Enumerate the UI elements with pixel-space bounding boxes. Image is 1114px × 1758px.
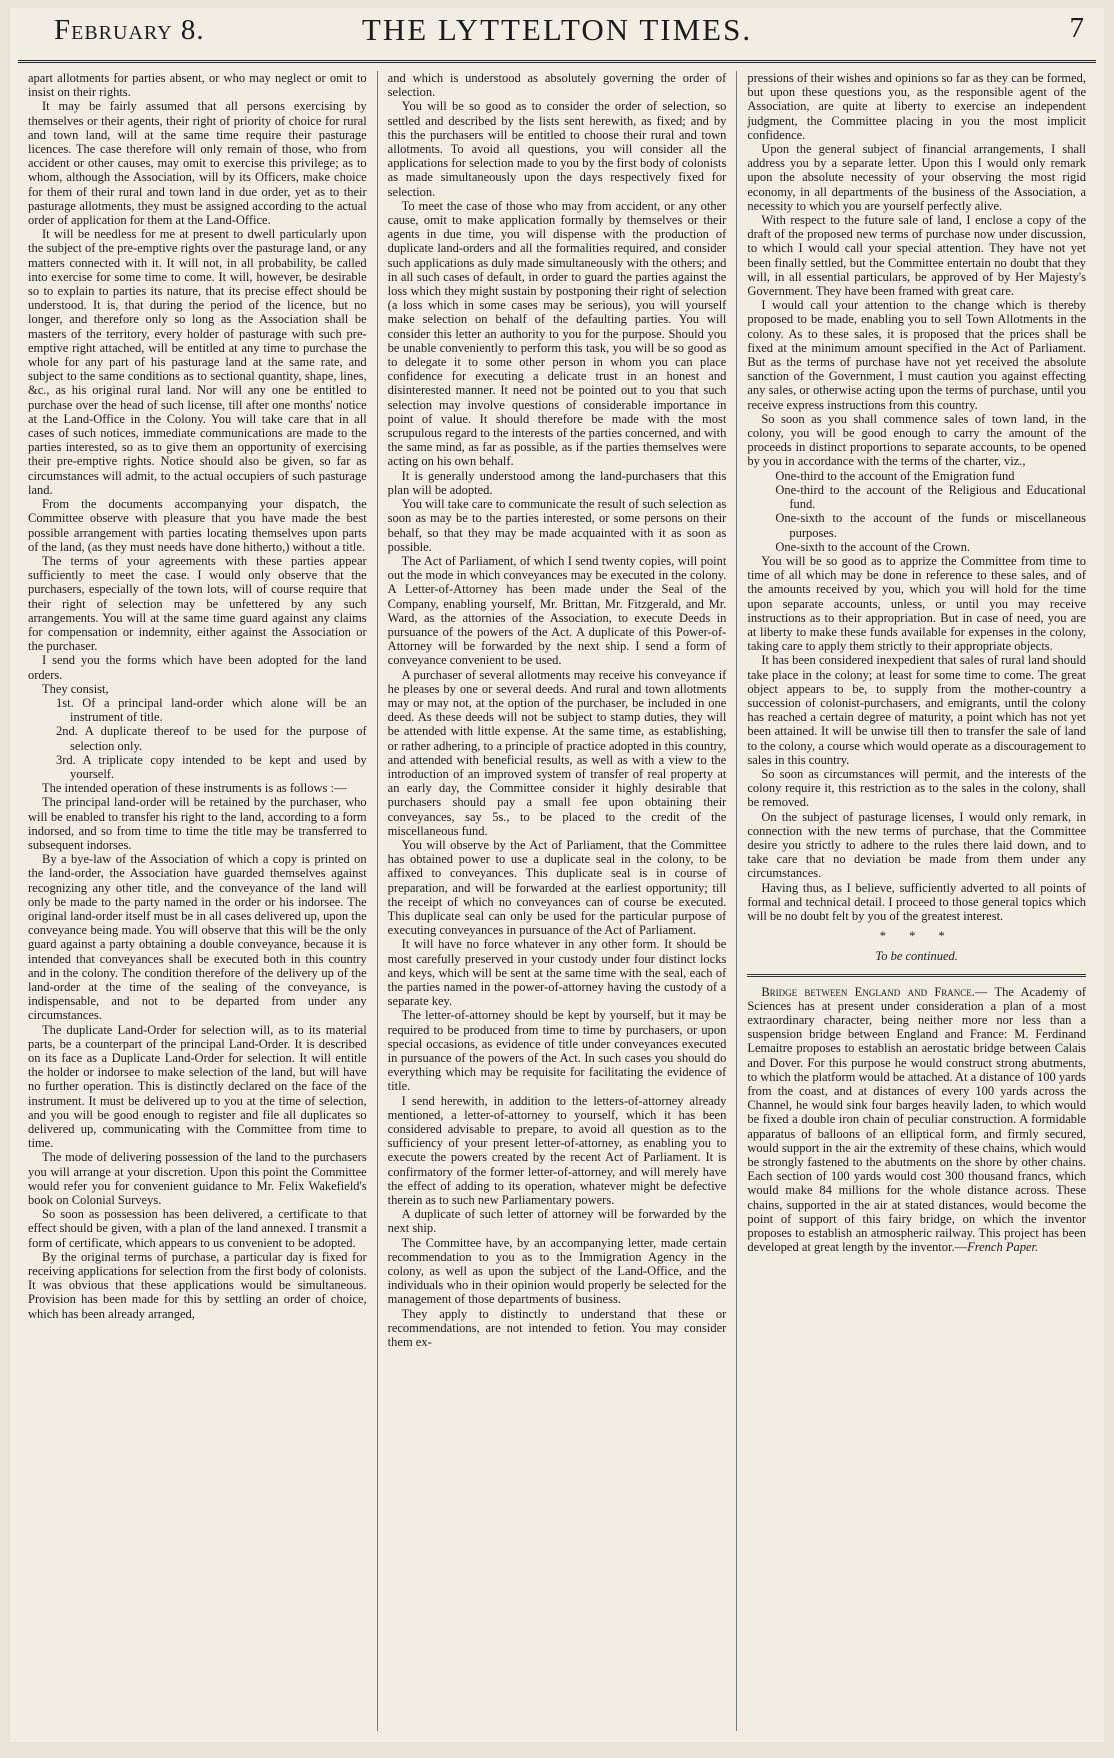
col1-paragraph: It may be fairly assumed that all persons exercising by themselves or their agents, their right of priority of choice for rural and town land, will at the same time require their pasturage licences. The case therefore will only remain of those, who from accident or other causes, may omit to exercise this privilege; as to whom, although the Association, will by its Officers, make choice for them of their rural and town land in due order, yet as to their pasturage allotments, they must be assigned according to the actual order of application for them at the Land-Office.	[28, 99, 367, 228]
column-2	[377, 71, 737, 1731]
col2-paragraph: The Committee have, by an accompanying letter, made certain recommendation to you as to the Immigration Agency in the colony, as well as upon the subject of the Land-Office, and the individuals who in their opinion would properly be selected for the management of those departments of business.	[387, 1235, 727, 1307]
col1-paragraph: By a bye-law of the Association of which a copy is printed on the land-order, the Association have guarded themselves against recognizing any other title, and the conveyance of the land will only be made to the party named in the order or his indorsee. The original land-order itself must be in all cases delivered up, upon the conveyance being made. You will observe that this will be the only guard against a party obtaining a double conveyance, because it is intended that conveyances shall be executed both in this country and in the colony. The condition therefore of the delivery up of the land-order at the time of the sealing of the conveyance, is indispensable, and not to be departed from under any circumstances.	[28, 852, 367, 1023]
bridge-heading: Bridge between England and France.—	[761, 984, 988, 999]
col3-paragraph: So soon as you shall commence sales of town land, in the colony, you will be good enough to carry the amount of the proceeds in distinct proportions to separate accounts, to be opened by you in accordance with the terms of the charter, viz.,	[747, 411, 1087, 469]
col2-paragraph: A purchaser of several allotments may receive his conveyance if he pleases by one or several deeds. And rural and town allotments may or may not, at the option of the purchaser, be included in one deed. As these deeds will not be subject to stamp duties, they will be attended with little expense. At the same time, as establishing, or rather adhering, to a principle of practice adopted in this country, and attended with beneficial results, as well as with a view to the introduction of an improved system of transfer of real property at an early day, the Committee consider it highly desirable that purchasers should pay a small fee upon obtaining their conveyances, say 5s., to be placed to the credit of the miscellaneous fund.	[387, 667, 727, 838]
col2-paragraph: The Act of Parliament, of which I send twenty copies, will point out the mode in which conveyances may be executed in the colony. A Letter-of-Attorney has been made under the Seal of the Company, enabling yourself, Mr. Brittan, Mr. Fitzgerald, and Mr. Ward, as the attornies of the Association, to execute Deeds in pursuance of the powers of the Act. A duplicate of this Power-of-Attorney will be forwarded by the next ship. I send a form of conveyance convenient to be used.	[387, 553, 727, 668]
col3-paragraph: pressions of their wishes and opinions so far as they can be formed, but upon these questions you, as the responsible agent of the Association, are quite at liberty to exercise an independent judgment, the Committee placing in you the most implicit confidence.	[747, 71, 1087, 142]
issue-date: February 8.	[54, 14, 205, 46]
col1-paragraph: They consist,	[42, 681, 109, 696]
col3-paragraph: I would call your attention to the change which is thereby proposed to be made, enabling you to sell Town Allotments in the colony. As to these sales, it is proposed that the prices shall be fixed at the minimum amount specified in the Act of Parliament. But as the terms of purchase have not yet received the absolute sanction of the Government, I must caution you against effecting any sales, or otherwise acting upon the terms of purchase, until you receive express instructions from this country.	[747, 298, 1087, 412]
list-item: One-sixth to the account of the Crown.	[775, 539, 971, 554]
list-item: One-third to the account of the Religious and Educational fund.	[775, 482, 1087, 512]
column-1	[18, 71, 377, 1731]
col3-paragraph: With respect to the future sale of land, I enclose a copy of the draft of the proposed new terms of purchase now under discussion, to which I would call your special attention. They have not yet been finally settled, but the Committee entertain no doubt that they will, in all essential particulars, be approved of by Her Majesty's Government. They have been framed with great care.	[747, 213, 1087, 299]
bridge-source: French Paper.	[967, 1240, 1039, 1255]
list-item: 3rd. A triplicate copy intended to be kept and used by yourself.	[56, 752, 367, 781]
col1-paragraph: It will be needless for me at present to dwell particularly upon the subject of the pre-emptive rights over the pasturage land, or any matters connected with it. It will not, in all probability, be called into exercise for some time to come. It will, however, be desirable so to explain to parties its nature, that its precise effect should be understood. It is, that during the period of the licence, but no longer, and therefore only so long as the Association shall be masters of the territory, every holder of pasturage with such pre-emptive right attached, will be entitled at any time to purchase the whole for any part of his pasturage land at the same rate, and subject to the same conditions as to sectional quantity, shape, lines, &c., as his original rural land. Nor will any one be entitled to purchase over the head of such license, till after one months' notice at the Land-Office in the Colony. You will take care that in all cases of such notices, immediate communications are made to the parties interested, so as to give them an opportunity of exercising their pre-emptive rights. Notice should also be given, so far as circumstances will admit, to the actual occupiers of such pasturage land.	[28, 227, 367, 497]
section-stars: * * *	[879, 929, 955, 944]
col2-paragraph: You will take care to communicate the result of such selection as soon as may be to the parties interested, or some persons on their behalf, so that they may be made acquainted with it as soon as possible.	[387, 497, 727, 554]
article-columns	[18, 71, 1096, 1731]
col2-paragraph: It will have no force whatever in any other form. It should be most carefully preserved in your custody under four distinct locks and keys, which will be sent at the same time with the seal, each of the parties named in the power-of-attorney having the custody of a separate key.	[387, 937, 727, 1009]
col1-paragraph: The terms of your agreements with these parties appear sufficiently to meet the case. I would only observe that the purchasers, especially of the town lots, will of course require that their right of selection may be unfettered by any such arrangements. You will at the same time guard against any claims for compensation or indemnity, either against the Association or the purchaser.	[28, 553, 367, 654]
fund-allocation-list	[775, 469, 1086, 554]
col3-paragraph: It has been considered inexpedient that sales of rural land should take place in the colony; at least for some time to come. The great object appears to be, to supply from the mother-country a succession of colonist-purchasers, and emigrants, until the colony has reached a certain degree of maturity, a point which has not yet been attained. It will be unwise till then to transfer the sale of land to the colony, a course which would operate as a discouragement to sales in this country.	[747, 653, 1087, 767]
col1-paragraph: The mode of delivering possession of the land to the purchasers you will arrange at your discretion. Upon this point the Committee would refer you for convenient guidance to Mr. Felix Wakefield's book on Colonial Surveys.	[28, 1150, 367, 1208]
col2-paragraph: and which is understood as absolutely governing the order of selection.	[387, 71, 727, 100]
col3-paragraph: Upon the general subject of financial arrangements, I shall address you by a separate letter. Upon this I would only remark upon the absolute necessity of your observing the most rigid economy, in all departments of the business of the Association, a necessity to which you are yourself perfectly alive.	[747, 142, 1087, 213]
newspaper-title: THE LYTTELTON TIMES.	[361, 12, 753, 47]
col3-paragraph: On the subject of pasturage licenses, I would only remark, in connection with the new terms of purchase, that the Committee desire you strictly to adhere to the rules there laid down, and to take care that no deviation be made from them under any circumstances.	[747, 809, 1087, 881]
bridge-article	[747, 985, 1086, 1255]
col2-paragraph: It is generally understood among the land-purchasers that this plan will be adopted.	[387, 468, 727, 497]
masthead	[18, 8, 1096, 63]
col1-paragraph: By the original terms of purchase, a particular day is fixed for receiving applications for selection from the first body of colonists. It was obvious that these applications would be simultaneous. Provision has been made for this by settling an order of choice, which has been already arranged,	[28, 1249, 367, 1321]
col2-paragraph: A duplicate of such letter of attorney will be forwarded by the next ship.	[387, 1207, 727, 1236]
list-item: One-sixth to the account of the funds or miscellaneous purposes.	[775, 511, 1087, 540]
col3-paragraph: You will be so good as to apprize the Committee from time to time of all which may be done in reference to these sales, and of the amounts received by you, which you will hold for the time upon separate accounts, unless, or until you may receive instructions as to their appropriation. But in case of need, you are at liberty to make these funds available for expenses in the colony, taking care to apply them strictly to their appropriate objects.	[747, 553, 1087, 654]
section-divider	[747, 974, 1086, 977]
newspaper-page	[10, 8, 1104, 1742]
list-item: 2nd. A duplicate thereof to be used for the purpose of selection only.	[56, 724, 367, 753]
col1-paragraph: apart allotments for parties absent, or who may neglect or omit to insist on their rights.	[28, 71, 367, 100]
col2-paragraph: I send herewith, in addition to the letters-of-attorney already mentioned, a letter-of-attorney to yourself, which it has been considered advisable to prepare, to avoid all question as to the sufficiency of your present letter-of-attorney, as enabling you to execute the powers created by the recent Act of Parliament. It is confirmatory of the former letter-of-attorney, and will merely have the effect of adding to its operation, whatever might be defective therein as to such new Parliamentary powers.	[387, 1093, 727, 1208]
land-order-list	[56, 696, 367, 781]
col2-paragraph: You will be so good as to consider the order of selection, so settled and described by the lists sent herewith, as fixed; and by this the purchasers will be entitled to choose their rural and town allotments. To avoid all questions, you will consider all the applications for selection made to you by the first body of colonists as made simultaneously upon the days respectively fixed for selection.	[387, 99, 727, 199]
col1-paragraph: The intended operation of these instruments is as follows :—	[42, 781, 347, 796]
list-item: 1st. Of a principal land-order which alone will be an instrument of title.	[56, 695, 367, 725]
col2-paragraph: The letter-of-attorney should be kept by yourself, but it may be required to be produced from time to time by purchasers, or upon special occasions, as evidence of title under conveyances executed in pursuance of the powers of the Act. In such cases you should do everything which may be requisite for facilitating the evidence of title.	[387, 1008, 727, 1094]
list-item: One-third to the account of the Emigration fund	[775, 468, 1015, 483]
column-3	[736, 71, 1096, 1731]
to-be-continued: To be continued.	[875, 949, 958, 964]
bridge-body: The Academy of Sciences has at present under consideration a plan of a most extraordinary character, being neither more nor less than a suspension bridge between England and France: M. Ferdinand Lemaitre proposes to establish an aerostatic bridge between Calais and Dover. For this purpose he would construct strong abutments, to which the platform would be attached. At a distance of 100 yards from the coast, and at distances of every 100 yards across the Channel, he would sink four barges heavily laden, to which would be fixed a double iron chain of peculiar construction. A formidable apparatus of balloons of an elliptical form, and firmly secured, would support in the air the extremity of these chains, which would be strongly fastened to the abutments on the shore by other chains. Each section of 100 yards would cost 300 thousand francs, which would make 84 millions for the whole distance across. These chains, supported in the air at stated distances, would become the point of support of this fairy bridge, on which the inventor proposes to establish an atmospheric railway. This project has been developed at great length by the inventor.—	[747, 984, 1087, 1255]
col3-paragraph: Having thus, as I believe, sufficiently adverted to all points of formal and technical detail. I proceed to those general topics which will be no doubt felt by you of the greatest interest.	[747, 880, 1087, 923]
col1-paragraph: So soon as possession has been delivered, a certificate to that effect should be given, with a plan of the land annexed. I transmit a form of certificate, which appears to us convenient to be adopted.	[28, 1207, 367, 1250]
col1-paragraph: The principal land-order will be retained by the purchaser, who will be enabled to transfer his right to the land, according to a form indorsed, and so from time to time the title may be transferred to subsequent indorses.	[28, 795, 367, 852]
col2-paragraph: You will observe by the Act of Parliament, that the Committee has obtained power to use a duplicate seal in the colony, to be affixed to conveyances. This duplicate seal is in course of preparation, and will be forwarded at the earliest opportunity; till the receipt of which no conveyances can of course be executed. This duplicate seal can only be used for the particular purpose of executing conveyances in pursuance of the Act of Parliament.	[387, 837, 727, 938]
col1-paragraph: I send you the forms which have been adopted for the land orders.	[28, 653, 367, 682]
col1-paragraph: The duplicate Land-Order for selection will, as to its material parts, be a counterpart of the principal Land-Order. It is described on its face as a Duplicate Land-Order for selection. It will entitle the holder or indorsee to make selection of the land, but will have no further operation. This is distinctly declared on the face of the instrument. It must be delivered up to you at the time of selection, and you will be good enough to register and file all duplicates so delivered up, communicating with the Committee from time to time.	[28, 1022, 367, 1151]
col2-paragraph: To meet the case of those who may from accident, or any other cause, omit to make application formally by themselves or their agents in due time, you will dispense with the production of duplicate land-orders and all the formalities required, and consider such applications as duly made simultaneously with the others; and in all such cases of default, in order to guard the parties against the loss which they might sustain by postponing their right of selection (a loss which in some cases may be serious), you will yourself make selection on behalf of the defaulting parties. You will consider this letter an authority to you for the purpose. Should you be unable conveniently to perform this task, you will be so good as to delegate it to some other person in whom you can place confidence for executing a delicate trust in an honest and disinterested manner. It need not be pointed out to you that such selection may involve questions of considerable importance in point of value. It should therefore be made with the most scrupulous regard to the interests of the parties concerned, and with the same mind, as far as possible, as if the parties themselves were acting on his own behalf.	[387, 198, 727, 469]
col1-paragraph: From the documents accompanying your dispatch, the Committee observe with pleasure that you have made the best possible arrangement with parties locating themselves upon parts of the land, (as they must needs have done hitherto,) without a title.	[28, 497, 367, 554]
page-number: 7	[1069, 12, 1084, 44]
col3-paragraph: So soon as circumstances will permit, and the interests of the colony require it, this restriction as to the sales in the colony, shall be removed.	[747, 766, 1087, 810]
col2-paragraph: They apply to distinctly to understand that these or recommendations, are not intended to fetion. You may consider them ex-	[387, 1306, 727, 1350]
